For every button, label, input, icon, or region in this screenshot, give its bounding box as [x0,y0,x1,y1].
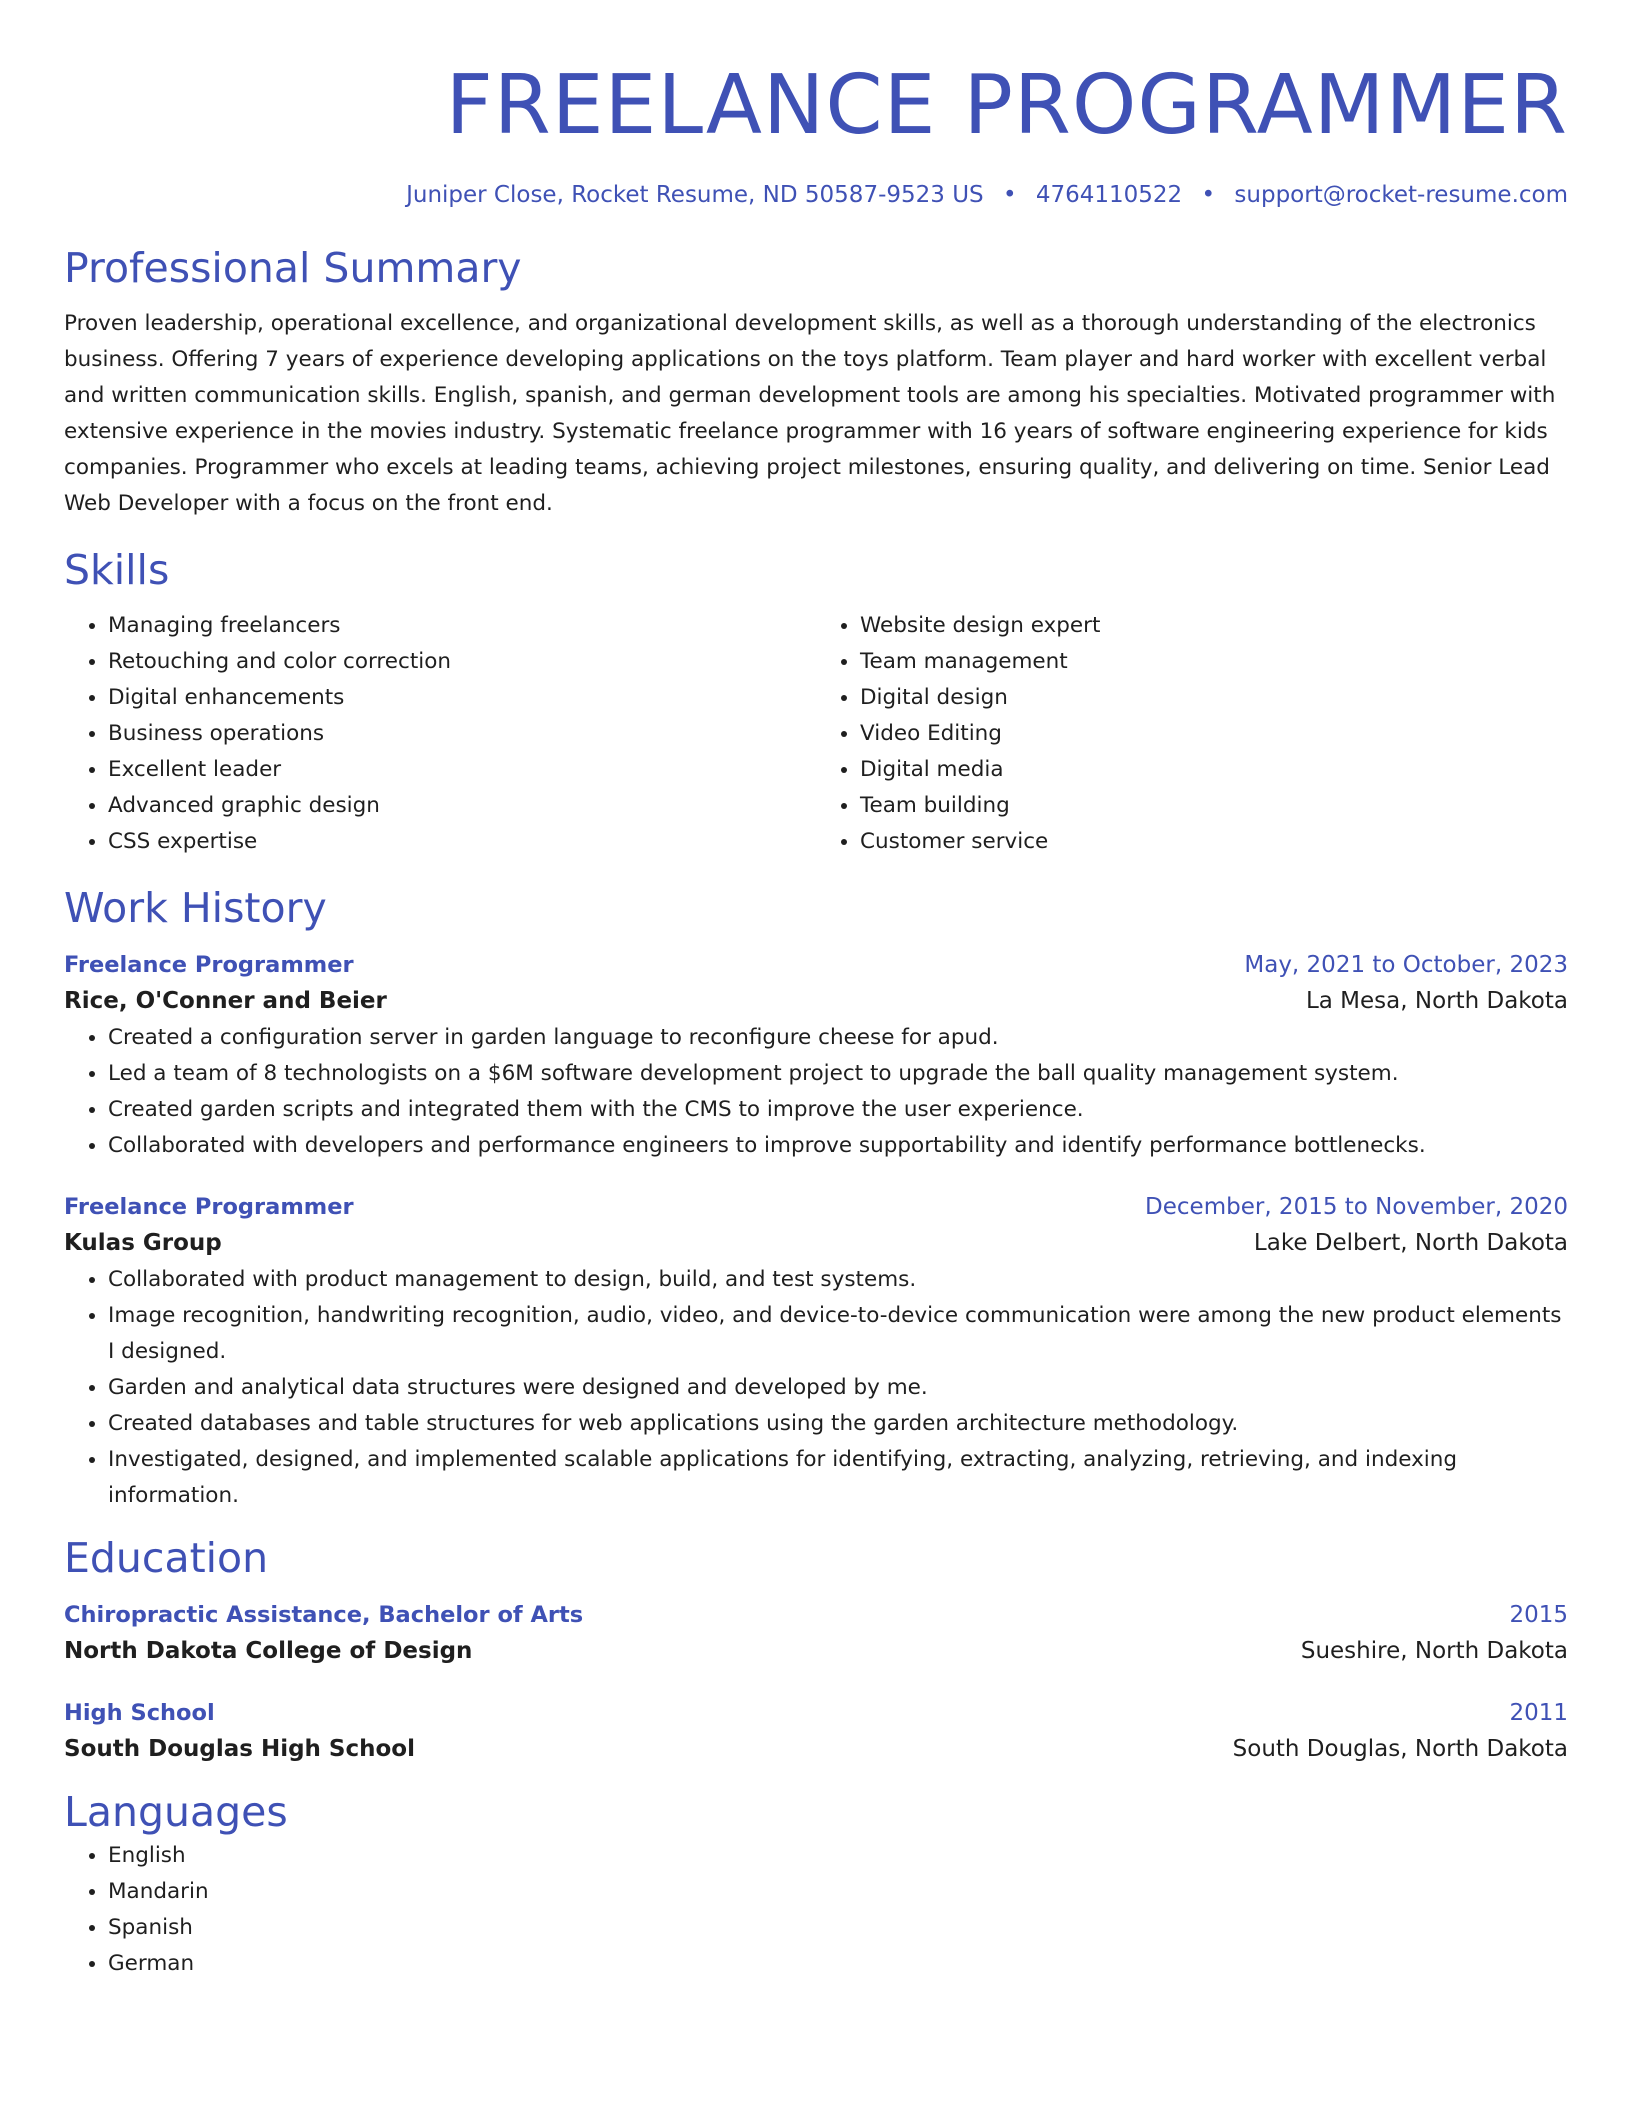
job-bullets [64,1020,1568,1164]
contact-line [64,180,1568,210]
contact-separator: • [1201,182,1216,208]
education-school: South Douglas High School [64,1736,415,1762]
skills-list-left [64,608,816,860]
education-location: Sueshire, North Dakota [1300,1638,1568,1664]
job-entry [64,1190,1568,1514]
job-bullet: • Created a configuration server in garden language to reconfigure cheese for apud. [108,1020,1568,1056]
job-location: Lake Delbert, North Dakota [1253,1230,1568,1256]
languages-heading: Languages [64,1788,288,1836]
summary-heading: Professional Summary [64,244,522,292]
job-bullets [64,1262,1568,1514]
job-bullet: • Collaborated with developers and performance engineers to improve supportability and identify performance bottlenecks. [108,1128,1568,1164]
skill-item: • Advanced graphic design [108,788,816,824]
skill-item: • Excellent leader [108,752,816,788]
language-item: • English [108,1838,1568,1874]
contact-address: Juniper Close, Rocket Resume, ND 50587-9523 US [406,182,984,208]
work-history-heading: Work History [64,884,327,932]
skill-item: • Customer service [860,824,1568,860]
contact-phone: 4764110522 [1035,182,1183,208]
job-bullet: • Investigated, designed, and implemented scalable applications for identifying, extracting, analyzing, retrieving, and indexing information. [108,1442,1568,1514]
skill-item: • Team management [860,644,1568,680]
skill-item: • Retouching and color correction [108,644,816,680]
candidate-name: FREELANCE PROGRAMMER [445,58,1568,153]
skill-item: • Digital design [860,680,1568,716]
job-bullet: • Garden and analytical data structures were designed and developed by me. [108,1370,1568,1406]
education-school: North Dakota College of Design [64,1638,473,1664]
education-entry [64,1696,1568,1768]
skill-item: • Digital enhancements [108,680,816,716]
education-location: South Douglas, North Dakota [1232,1736,1568,1762]
job-bullet: • Created databases and table structures for web applications using the garden architecture methodology. [108,1406,1568,1442]
job-bullet: • Image recognition, handwriting recognition, audio, video, and device-to-device communication were among the new product elements I designed. [108,1298,1568,1370]
education-degree: High School [64,1700,215,1726]
skills-columns [64,608,1568,860]
contact-separator: • [1002,182,1017,208]
job-company: Rice, O'Conner and Beier [64,988,387,1014]
job-dates: May, 2021 to October, 2023 [1244,952,1568,978]
language-item: • German [108,1946,1568,1982]
skills-list-right [816,608,1568,860]
job-location: La Mesa, North Dakota [1305,988,1568,1014]
skill-item: • Team building [860,788,1568,824]
job-company: Kulas Group [64,1230,222,1256]
education-year: 2011 [1509,1700,1568,1726]
language-item: • Spanish [108,1910,1568,1946]
job-bullet: • Collaborated with product management to design, build, and test systems. [108,1262,1568,1298]
skill-item: • Business operations [108,716,816,752]
contact-email: support@rocket-resume.com [1234,182,1568,208]
summary-text: Proven leadership, operational excellence, and organizational development skills, as well as a thorough understanding of the electronics business. Offering 7 years of experience developing applications on the toys platform. Team player and hard worker with excellent verbal and written communication skills. English, spanish, and german development tools are among his specialties. Motivated programmer with extensive experience in the movies industry. Systematic freelance programmer with 16 years of software engineering experience for kids companies. Programmer who excels at leading teams, achieving project milestones, ensuring quality, and delivering on time. Senior Lead Web Developer with a focus on the front end. [64,311,1556,516]
skill-item: • CSS expertise [108,824,816,860]
job-dates: December, 2015 to November, 2020 [1145,1194,1568,1220]
skill-item: • Managing freelancers [108,608,816,644]
education-heading: Education [64,1534,269,1582]
job-entry [64,948,1568,1164]
education-degree: Chiropractic Assistance, Bachelor of Arts [64,1602,584,1628]
languages-list [64,1838,1568,1982]
skill-item: • Video Editing [860,716,1568,752]
skill-item: • Website design expert [860,608,1568,644]
skill-item: • Digital media [860,752,1568,788]
job-bullet: • Created garden scripts and integrated them with the CMS to improve the user experience. [108,1092,1568,1128]
job-title: Freelance Programmer [64,1194,354,1220]
job-bullet: • Led a team of 8 technologists on a $6M software development project to upgrade the ball quality management system. [108,1056,1568,1092]
job-title: Freelance Programmer [64,952,354,978]
language-item: • Mandarin [108,1874,1568,1910]
resume-header [64,0,1568,210]
education-year: 2015 [1509,1602,1568,1628]
education-entry [64,1598,1568,1670]
skills-heading: Skills [64,546,170,594]
